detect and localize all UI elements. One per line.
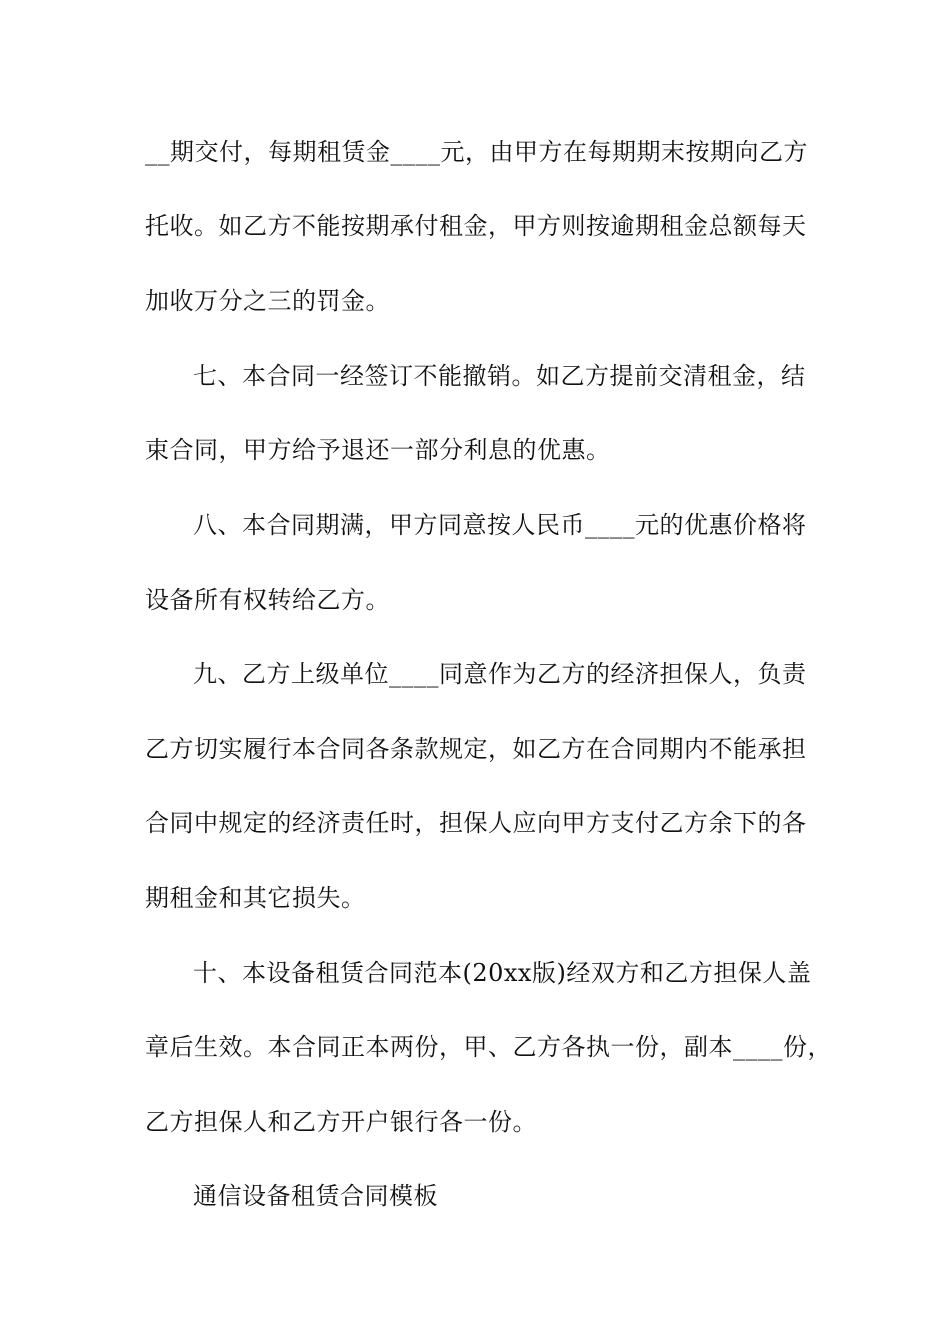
section-heading: 通信设备租赁合同模板 — [193, 1182, 438, 1210]
text-line: 期租金和其它损失。 — [145, 884, 366, 912]
text-line: 托收。如乙方不能按期承付租金，甲方则按逾期租金总额每天 — [145, 212, 807, 240]
text-line: 加收万分之三的罚金。 — [145, 287, 390, 315]
text-line: 乙方切实履行本合同各条款规定，如乙方在合同期内不能承担 — [145, 735, 807, 763]
clause-seven-line: 七、本合同一经签订不能撤销。如乙方提前交清租金，结 — [193, 362, 806, 390]
clause-nine-line: 九、乙方上级单位____同意作为乙方的经济担保人，负责 — [193, 660, 807, 688]
text-line: 合同中规定的经济责任时，担保人应向甲方支付乙方余下的各 — [145, 809, 807, 837]
text-line: 乙方担保人和乙方开户银行各一份。 — [145, 1108, 537, 1136]
text-line: 设备所有权转给乙方。 — [145, 586, 390, 614]
text-line: 束合同，甲方给予退还一部分利息的优惠。 — [145, 436, 611, 464]
clause-ten-line: 十、本设备租赁合同范本(20xx版)经双方和乙方担保人盖 — [193, 959, 812, 987]
clause-eight-line: 八、本合同期满，甲方同意按人民币____元的优惠价格将 — [193, 511, 807, 539]
text-line: __期交付，每期租赁金____元，由甲方在每期期末按期向乙方 — [145, 138, 808, 166]
text-line: 章后生效。本合同正本两份，甲、乙方各执一份，副本____份， — [145, 1033, 832, 1061]
